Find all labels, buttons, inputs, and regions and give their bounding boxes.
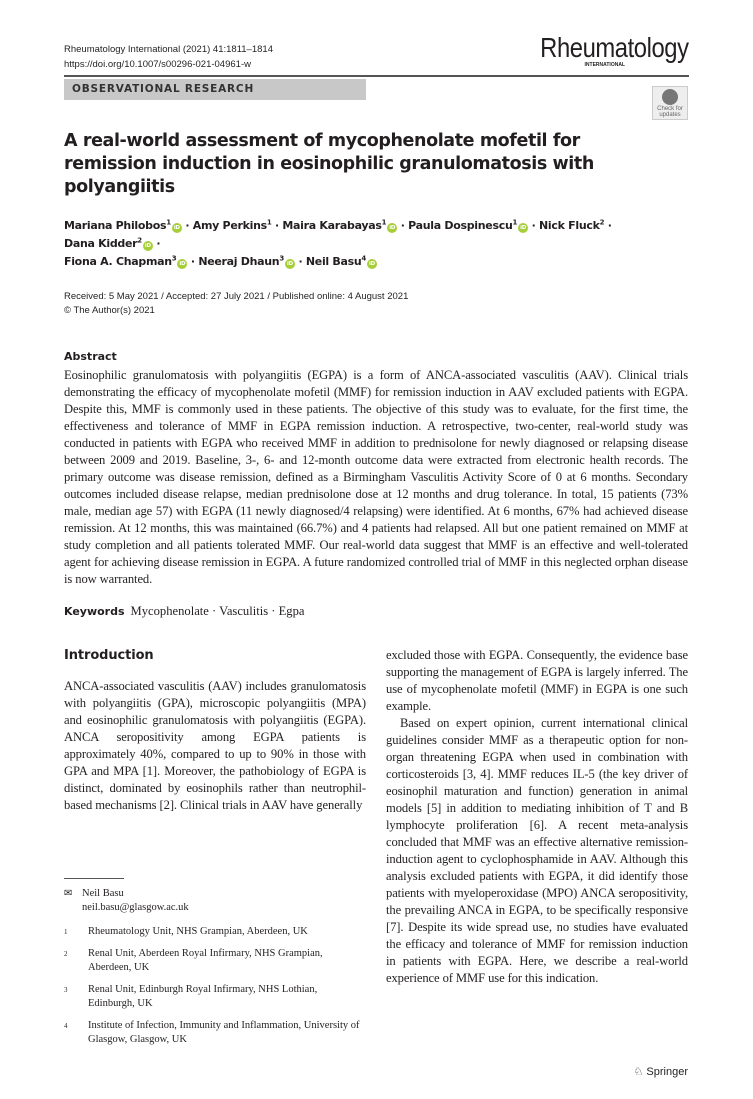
author-entry: Dana Kidder$^2$iD · bbox=[64, 236, 161, 250]
affiliation-footnote bbox=[64, 925, 366, 939]
copyright: © The Author(s) 2021 bbox=[64, 305, 155, 316]
footnote-number: 2 bbox=[64, 950, 68, 958]
journal-logo bbox=[514, 32, 689, 68]
keywords-label: Keywords bbox=[64, 605, 125, 618]
running-header bbox=[64, 42, 273, 72]
check-updates-text: Check for updates bbox=[657, 106, 683, 118]
keywords-text: Mycophenolate · Vasculitis · Egpa bbox=[130, 604, 305, 618]
orcid-icon[interactable]: iD bbox=[172, 223, 182, 233]
journal-citation: Rheumatology International (2021) 41:1811–1814 bbox=[64, 44, 273, 55]
footnote-text: Rheumatology Unit, NHS Grampian, Aberdeen, UK bbox=[88, 926, 308, 937]
publisher-name: Springer bbox=[646, 1066, 688, 1078]
author: Amy Perkins bbox=[192, 219, 267, 232]
footnote-text: Renal Unit, Edinburgh Royal Infirmary, NHS Lothian, Edinburgh, UK bbox=[88, 984, 318, 1009]
author-entry: Nick Fluck$^2$ · bbox=[539, 218, 612, 232]
orcid-icon[interactable]: iD bbox=[518, 223, 528, 233]
author-list bbox=[64, 217, 688, 271]
author-entry: Amy Perkins$^1$ · bbox=[192, 218, 279, 232]
logo-name: Rheumatology bbox=[540, 32, 689, 63]
paragraph: Based on expert opinion, current international clinical guidelines consider MMF as a therapeutic option for non-organ threatening EGPA when used in combination with corticosteroids [3, 4]. MMF reduces IL-5 (the key driver of eosinophil maturation and function) generation in animal models [5] in addition to mediating inhibition of T and B lymphocyte proliferation [6]. A recent meta-analysis concluded that MMF was an effective alternative remission-induction agent to cyclophosphamide in AAV. Although this analysis excluded patients with EGPA, it did identify those patients with myeloperoxidase (MPO) ANCA seropositivity, the prevailing ANCA in EGPA, to be specifically responsive [7]. Despite its wide spread use, no studies have evaluated the efficacy and tolerance of MMF for remission induction in patients with EGPA. Here, we describe a real-world experience of MMF use for this indication. bbox=[386, 716, 688, 985]
orcid-icon[interactable]: iD bbox=[387, 223, 397, 233]
author-entry bbox=[306, 255, 377, 268]
publication-dates bbox=[64, 290, 688, 318]
author: Neil Basu bbox=[305, 255, 362, 268]
orcid-icon[interactable]: iD bbox=[143, 241, 153, 251]
publisher-logo bbox=[64, 1065, 688, 1079]
affiliation-sup: 2 bbox=[137, 236, 142, 245]
springer-horse-icon: ♘ bbox=[633, 1066, 647, 1078]
envelope-icon: ✉ bbox=[64, 888, 73, 899]
orcid-icon[interactable]: iD bbox=[367, 259, 377, 269]
orcid-icon[interactable]: iD bbox=[177, 259, 187, 269]
affiliation-sup: 4 bbox=[361, 254, 366, 263]
right-column bbox=[386, 647, 688, 1055]
footnote-rule bbox=[64, 878, 124, 879]
affiliation-sup: 1 bbox=[266, 218, 272, 227]
paragraph: ANCA-associated vasculitis (AAV) includes granulomatosis with polyangiitis (GPA), microscopic polyangiitis (MPA) and eosinophilic granulomatosis with polyangiitis (EGPA). ANCA seropositivity among EGPA patients is approximately 40%, compared to up to 90% in those with GPA and MPA [1]. Moreover, the pathobiology of EGPA is distinct, dominated by eosinophils rather than neutrophil-based mechanisms [2]. Clinical trials in AAV have generally bbox=[64, 679, 366, 812]
corresponding-author: Neil Basu bbox=[82, 888, 124, 899]
keywords bbox=[64, 603, 688, 620]
section-label: OBSERVATIONAL RESEARCH bbox=[64, 79, 366, 100]
orcid-icon[interactable]: iD bbox=[285, 259, 295, 269]
author: Fiona A. Chapman bbox=[64, 255, 172, 268]
footnote-number: 1 bbox=[64, 928, 68, 936]
footnote-number: 4 bbox=[64, 1022, 68, 1030]
affiliation-sup: 3 bbox=[279, 254, 284, 263]
article-body bbox=[64, 130, 688, 1099]
author-entry: Mariana Philobos$^1$iD · bbox=[64, 218, 190, 232]
paper-title: A real-world assessment of mycophenolate mofetil for remission induction in eosinophilic granulomatosis with polyangiitis bbox=[64, 131, 594, 197]
author-entry: Fiona A. Chapman$^3$iD · bbox=[64, 254, 195, 268]
abstract-text: Eosinophilic granulomatosis with polyangiitis (EGPA) is a form of ANCA-associated vasculitis (AAV). Clinical trials demonstrating the efficacy of mycophenolate mofetil (MMF) for remission induction in AAV excluded patients with EGPA. Despite this, MMF is commonly used in these patients. The objective of this study was to evaluate, for the first time, the effectiveness and tolerance of MMF in EGPA remission induction. A retrospective, two-center, real-world study was conducted in patients with EGPA who received MMF in addition to prednisolone for newly diagnosed or relapsing disease between 2009 and 2019. Baseline, 3-, 6- and 12-month outcome data were extracted from electronic health records. The primary outcome was disease remission, defined as a Birmingham Vasculitis Activity Score of 0 at 6 months. Secondary outcomes included disease relapse, median prednisolone dose at 12 months and drug tolerance. In total, 15 patients (73% male, median age 57) with EGPA (11 newly diagnosed/4 relapsing) were identified. At 6 months, 67% had achieved disease remission. At 12 months, this was maintained (66.7%) and 4 patients had relapsed. All but one patient remained on MMF at study completion and all patients tolerated MMF. Our real-world data suggest that MMF is an effective and well-tolerated agent for achieving disease remission in EGPA. A future randomized controlled trial of MMF in this neglected orphan disease is now warranted. bbox=[64, 368, 688, 586]
correspondence bbox=[64, 887, 366, 915]
affiliation-sup: 1 bbox=[381, 218, 387, 227]
author: Mariana Philobos bbox=[64, 219, 167, 232]
introduction-heading: Introduction bbox=[64, 648, 154, 663]
logo-sub: INTERNATIONAL bbox=[584, 62, 625, 68]
doi-link[interactable]: https://doi.org/10.1007/s00296-021-04961-w bbox=[64, 59, 251, 70]
dates-text: Received: 5 May 2021 / Accepted: 27 July 2021 / Published online: 4 August 2021 bbox=[64, 291, 409, 302]
footnote-text: Institute of Infection, Immunity and Inflammation, University of Glasgow, Glasgow, UK bbox=[88, 1020, 360, 1045]
left-column bbox=[64, 647, 366, 1055]
affiliation-sup: 1 bbox=[512, 218, 518, 227]
paragraph: excluded those with EGPA. Consequently, the evidence base supporting the management of EGPA is largely inferred. The use of mycophenolate mofetil (MMF) in EGPA is one such example. bbox=[386, 648, 688, 713]
two-column-body bbox=[64, 647, 688, 1055]
footnote-number: 3 bbox=[64, 986, 68, 994]
header-rule bbox=[64, 75, 689, 77]
author: Neeraj Dhaun bbox=[198, 255, 280, 268]
email-link[interactable]: neil.basu@glasgow.ac.uk bbox=[82, 902, 189, 913]
author: Paula Dospinescu bbox=[408, 219, 513, 232]
author: Maira Karabayas bbox=[282, 219, 382, 232]
author: Dana Kidder bbox=[64, 237, 138, 250]
affiliation-sup: 3 bbox=[171, 254, 177, 263]
author-entry: Neeraj Dhaun$^3$iD · bbox=[198, 254, 303, 268]
affiliation-footnote bbox=[64, 1019, 366, 1047]
author-entry: Maira Karabayas$^1$iD · bbox=[282, 218, 405, 232]
affiliation-sup: 1 bbox=[166, 218, 171, 227]
footnote-text: Renal Unit, Aberdeen Royal Infirmary, NHS Grampian, Aberdeen, UK bbox=[88, 948, 323, 973]
bookmark-icon bbox=[662, 89, 678, 105]
affiliation-sup: 2 bbox=[599, 218, 605, 227]
author: Nick Fluck bbox=[539, 219, 600, 232]
affiliations bbox=[64, 925, 366, 1047]
check-for-updates-badge[interactable] bbox=[652, 86, 688, 120]
abstract-heading: Abstract bbox=[64, 350, 117, 363]
affiliation-footnote bbox=[64, 983, 366, 1011]
author-entry: Paula Dospinescu$^1$iD · bbox=[408, 218, 536, 232]
affiliation-footnote bbox=[64, 947, 366, 975]
